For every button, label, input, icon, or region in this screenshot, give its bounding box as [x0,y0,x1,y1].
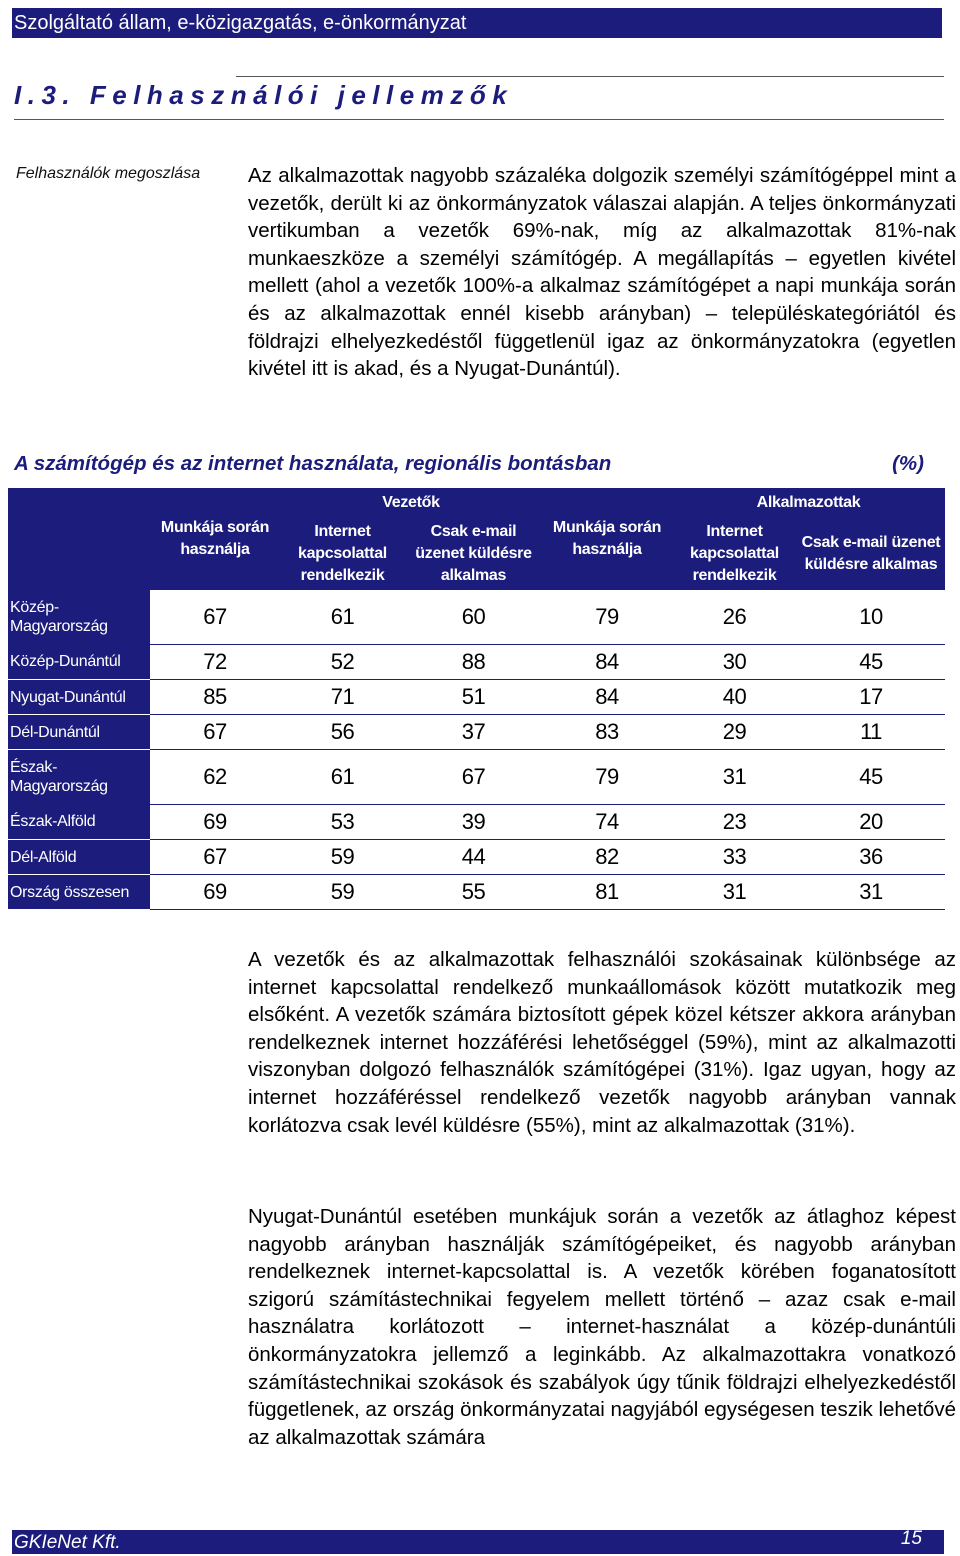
table-row [8,875,945,910]
table-cell: 61 [280,590,405,645]
table-cell: 59 [280,875,405,910]
row-region-label: Dél-Dunántúl [8,715,150,750]
table-cell: 29 [672,715,797,750]
table-row [8,590,945,645]
table-cell: 23 [672,805,797,840]
row-region-label: Észak-Alföld [8,805,150,840]
table-cell: 10 [797,590,945,645]
section-title: I.3. Felhasználói jellemzők [14,80,514,110]
col-header-employees-work: Munkája során használja [542,488,672,590]
footer-company: GKIeNet Kft. [14,1532,121,1553]
table-cell: 71 [280,680,405,715]
table-cell: 72 [150,645,280,680]
table-cell: 36 [797,840,945,875]
table-cell: 30 [672,645,797,680]
table-cell: 81 [542,875,672,910]
table-cell: 11 [797,715,945,750]
section-rule-top [236,76,944,77]
page-footer [12,1530,944,1554]
table-cell: 67 [405,750,542,805]
col-header-employees-email: Csak e-mail üzenet küldésre alkalmas [797,518,945,590]
row-region-label: Dél-Alföld [8,840,150,875]
paragraph-west-transdanubia: Nyugat-Dunántúl esetében munkájuk során a vezetők az átlaghoz képest nagyobb arányban használják számítógépeiket, és nagyobb arányban rendelkeznek internet-kapcsolattal is. A vezetők körében foganatosított szigorú számítástechnikai fegyelem mellett történő – azaz csak e-mail használatra korlátozott – internet-használat a közép-dunántúli önkormányzatokra jellemző a leginkább. Az alkalmazottakra vonatkozó számítástechnikai szokások és szabályok úgy tűnik földrajzi elhelyezkedéstől függetlenek, az ország önkormányzatai nagyjából egységesen teszik lehetővé az alkalmazottak számára [248,1205,956,1449]
section-rule-bottom [14,119,944,120]
table-cell: 20 [797,805,945,840]
table-cell: 55 [405,875,542,910]
regional-usage-table [8,488,945,910]
table-cell: 52 [280,645,405,680]
table-corner-cell [8,488,150,590]
row-region-label: Közép-Dunántúl [8,645,150,680]
row-region-label: Közép-Magyarország [8,590,150,645]
row-region-label: Észak-Magyarország [8,750,150,805]
table-cell: 33 [672,840,797,875]
table-cell: 69 [150,805,280,840]
table-body [8,590,945,910]
row-region-label: Nyugat-Dunántúl [8,680,150,715]
header-title: Szolgáltató állam, e-közigazgatás, e-önkormányzat [14,12,467,34]
table-cell: 60 [405,590,542,645]
table-caption [14,452,924,476]
table-cell: 69 [150,875,280,910]
table-cell: 51 [405,680,542,715]
table-cell: 39 [405,805,542,840]
table-cell: 31 [672,875,797,910]
table-cell: 67 [150,590,280,645]
table-cell: 61 [280,750,405,805]
table-cell: 84 [542,680,672,715]
table-cell: 84 [542,645,672,680]
table-cell: 59 [280,840,405,875]
col-header-leaders-internet: Internet kapcsolattal rendelkezik [280,518,405,590]
table-cell: 74 [542,805,672,840]
table-cell: 31 [672,750,797,805]
table-cell: 83 [542,715,672,750]
table-cell: 79 [542,750,672,805]
table-title: A számítógép és az internet használata, regionális bontásban [14,452,612,475]
paragraph-intro: Az alkalmazottak nagyobb százaléka dolgozik személyi számítógéppel mint a vezetők, derült ki az önkormányzatok válaszai alapján. A teljes önkormányzati vertikumban a vezetők 69%-nak, míg az alkalmazottak 81%-nak munkaeszköze a személyi számítógép. A megállapítás – egyetlen kivétel mellett (ahol a vezetők 100%-a alkalmaz számítógépet a napi munkája során és az alkalmazottak ennél kisebb arányban) – településkategóriától és földrajzi elhelyezkedéstől függetlenül igaz az önkormányzatokra (egyetlen kivétel itt is akad, és a Nyugat-Dunántúl). [248,164,956,381]
table-row [8,750,945,805]
table-unit: (%) [892,452,924,475]
table-cell: 45 [797,645,945,680]
col-header-employees-internet: Internet kapcsolattal rendelkezik [672,518,797,590]
table-row [8,805,945,840]
table-cell: 31 [797,875,945,910]
table-row [8,840,945,875]
table-row [8,680,945,715]
table-cell: 56 [280,715,405,750]
table-cell: 67 [150,840,280,875]
table-cell: 53 [280,805,405,840]
col-header-leaders-email: Csak e-mail üzenet küldésre alkalmas [405,518,542,590]
table-cell: 40 [672,680,797,715]
row-region-label: Ország összesen [8,875,150,910]
margin-note: Felhasználók megoszlása [16,165,201,182]
table-row [8,715,945,750]
table-cell: 45 [797,750,945,805]
table-cell: 85 [150,680,280,715]
table-cell: 79 [542,590,672,645]
table-cell: 62 [150,750,280,805]
table-cell: 44 [405,840,542,875]
table-cell: 37 [405,715,542,750]
col-header-leaders-work: Munkája során használja [150,488,280,590]
table-cell: 26 [672,590,797,645]
page-number: 15 [900,1528,922,1549]
table-row [8,645,945,680]
paragraph-differences: A vezetők és az alkalmazottak felhasználói szokásainak különbsége az internet kapcsolattal rendelkező munkaállomások között mutatkozik meg elsőként. A vezetők számára biztosított gépek közel kétszer akkora arányban rendelkeznek internet hozzáférési lehetőséggel (59%), mint az alkalmazotti viszonyban dolgozó felhasználók számítógépei (31%). Igaz ugyan, hogy az internet hozzáféréssel rendelkező vezetők nagyobb arányban vannak korlátozva csak levél küldésre (55%), mint az alkalmazottak (31%). [248,948,956,1137]
table-group-header-row [8,488,945,518]
group-header-employees: Alkalmazottak [672,488,945,518]
table-cell: 88 [405,645,542,680]
table-cell: 67 [150,715,280,750]
group-header-leaders: Vezetők [280,488,542,518]
table-cell: 17 [797,680,945,715]
page-header [12,8,942,38]
table-cell: 82 [542,840,672,875]
